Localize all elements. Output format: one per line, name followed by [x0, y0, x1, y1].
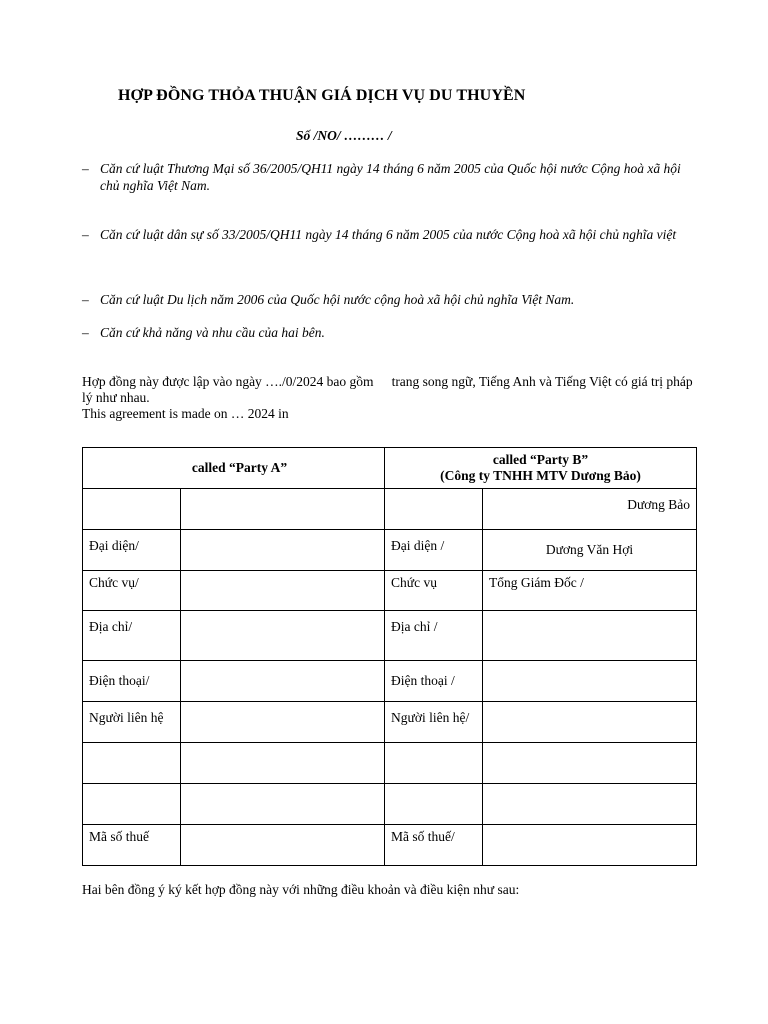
party-a-value — [181, 825, 385, 866]
legal-basis-text: Căn cứ luật Du lịch năm 2006 của Quốc hội nước cộng hoà xã hội chủ nghĩa Việt Nam. — [100, 292, 575, 307]
table-row — [83, 571, 697, 611]
legal-basis-item — [82, 226, 702, 243]
bullet-dash: – — [82, 292, 89, 307]
party-b-header-line1: called “Party B” — [492, 452, 589, 467]
intro-english: This agreement is made on … 2024 in — [82, 406, 289, 421]
party-b-header — [385, 448, 697, 489]
bullet-dash: – — [82, 325, 89, 340]
party-b-label: Chức vụ — [385, 571, 483, 611]
contract-number: Số /NO/ ……… / — [296, 128, 392, 143]
party-a-label: Chức vụ/ — [83, 571, 181, 611]
table-header-row — [83, 448, 697, 489]
table-row — [83, 489, 697, 530]
party-a-value — [181, 743, 385, 784]
intro-paragraph — [82, 374, 702, 406]
party-a-value — [181, 784, 385, 825]
party-a-label: Điện thoại/ — [83, 661, 181, 702]
party-a-label: Đại diện/ — [83, 530, 181, 571]
party-a-value — [181, 661, 385, 702]
bullet-dash: – — [82, 227, 89, 242]
legal-basis-text: Căn cứ khả năng và nhu cầu của hai bên. — [100, 325, 325, 340]
document-title: HỢP ĐỒNG THỎA THUẬN GIÁ DỊCH VỤ DU THUYỀN — [118, 87, 526, 104]
party-b-label: Điện thoại / — [385, 661, 483, 702]
party-b-value — [483, 702, 697, 743]
party-b-label: Mã số thuế/ — [385, 825, 483, 866]
party-b-value — [483, 743, 697, 784]
party-a-label: Mã số thuế — [83, 825, 181, 866]
legal-basis-text: Căn cứ luật dân sự số 33/2005/QH11 ngày 14 tháng 6 năm 2005 của nước Cộng hoà xã hội chủ nghĩa việt — [100, 227, 677, 242]
party-a-header: called “Party A” — [83, 448, 385, 489]
legal-basis-item — [82, 291, 702, 308]
party-b-value: Dương Bảo — [483, 489, 697, 530]
party-b-label: Đại diện / — [385, 530, 483, 571]
party-a-value — [181, 530, 385, 571]
party-a-label — [83, 489, 181, 530]
party-a-value — [181, 611, 385, 661]
table-row — [83, 530, 697, 571]
party-b-value — [483, 825, 697, 866]
party-b-label: Người liên hệ/ — [385, 702, 483, 743]
legal-basis-item — [82, 324, 702, 341]
party-b-value: Tổng Giám Đốc / — [483, 571, 697, 611]
party-b-value — [483, 611, 697, 661]
party-b-header-line2: (Công ty TNHH MTV Dương Bảo) — [440, 468, 641, 483]
table-row — [83, 611, 697, 661]
party-a-label — [83, 784, 181, 825]
table-row — [83, 702, 697, 743]
party-b-label — [385, 784, 483, 825]
party-a-value — [181, 571, 385, 611]
legal-basis-text: Căn cứ luật Thương Mại số 36/2005/QH11 ngày 14 tháng 6 năm 2005 của Quốc hội nước Cộng hoà xã hội chủ nghĩa Việt Nam. — [100, 161, 681, 193]
intro-vi-part2: trang song ngữ, Tiếng Anh và Tiếng Việt có giá trị pháp lý như nhau. — [82, 374, 693, 405]
table-row — [83, 825, 697, 866]
table-row — [83, 784, 697, 825]
party-b-label — [385, 743, 483, 784]
table-row — [83, 661, 697, 702]
party-a-label: Người liên hệ — [83, 702, 181, 743]
party-b-value — [483, 661, 697, 702]
party-b-label — [385, 489, 483, 530]
party-a-value — [181, 489, 385, 530]
party-a-label: Địa chỉ/ — [83, 611, 181, 661]
party-b-value: Dương Văn Hợi — [483, 530, 697, 571]
party-a-value — [181, 702, 385, 743]
intro-vi-part1: Hợp đồng này được lập vào ngày …./0/2024 bao gồm — [82, 374, 374, 389]
party-a-label — [83, 743, 181, 784]
party-b-label: Địa chỉ / — [385, 611, 483, 661]
legal-basis-item — [82, 160, 702, 194]
party-b-value — [483, 784, 697, 825]
parties-table — [82, 447, 697, 866]
table-row — [83, 743, 697, 784]
bullet-dash: – — [82, 161, 89, 176]
closing-statement: Hai bên đồng ý ký kết hợp đồng này với những điều khoản và điều kiện như sau: — [82, 882, 520, 897]
